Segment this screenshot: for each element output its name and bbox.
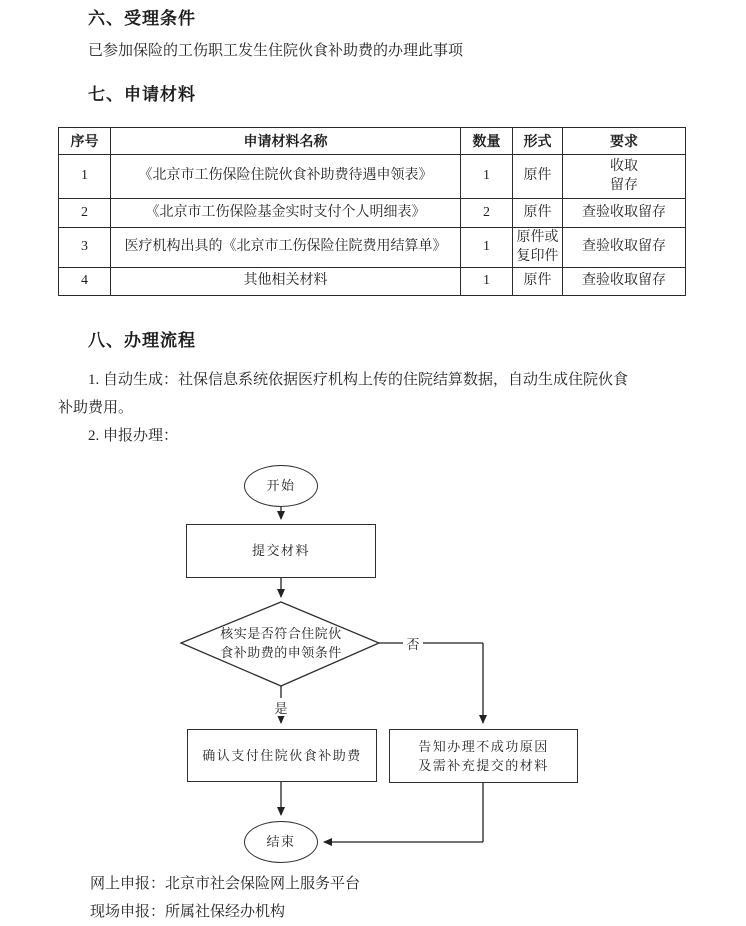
table-row bbox=[59, 199, 686, 228]
table-header-row bbox=[59, 128, 686, 155]
cell-no: 3 bbox=[59, 228, 111, 268]
section-7-heading: 七、申请材料 bbox=[88, 85, 196, 104]
req-line: 留存 bbox=[610, 177, 638, 193]
cell-name: 其他相关材料 bbox=[111, 268, 461, 296]
cell-form: 原件 bbox=[513, 155, 563, 199]
cell-no: 2 bbox=[59, 199, 111, 228]
onsite-application-line: 现场申报：所属社保经办机构 bbox=[90, 904, 286, 920]
no-branch-label: 否 bbox=[403, 634, 423, 652]
table-row bbox=[59, 268, 686, 296]
materials-table bbox=[58, 127, 686, 296]
cell-req: 查验收取留存 bbox=[563, 268, 686, 296]
cell-req: 查验收取留存 bbox=[563, 199, 686, 228]
flow-end-node: 结束 bbox=[244, 821, 318, 863]
yes-branch-label: 是 bbox=[271, 698, 291, 716]
cell-name: 《北京市工伤保险住院伙食补助费待遇申领表》 bbox=[111, 155, 461, 199]
section-8-heading: 八、办理流程 bbox=[88, 331, 196, 350]
flow-decision-label bbox=[196, 622, 366, 664]
process-step-1-line-1: 1. 自动生成：社保信息系统依据医疗机构上传的住院结算数据，自动生成住院伙食 bbox=[88, 372, 629, 388]
process-flowchart bbox=[0, 455, 746, 867]
table-row bbox=[59, 228, 686, 268]
process-step-1-line-2: 补助费用。 bbox=[58, 400, 134, 416]
flow-submit-node: 提交材料 bbox=[186, 524, 376, 578]
table-row bbox=[59, 155, 686, 199]
cell-form bbox=[513, 228, 563, 268]
cell-no: 1 bbox=[59, 155, 111, 199]
process-step-2: 2. 申报办理： bbox=[88, 428, 179, 444]
decision-line-1: 核实是否符合住院伙 bbox=[220, 625, 342, 641]
req-line: 收取 bbox=[610, 158, 638, 174]
flow-confirm-node: 确认支付住院伙食补助费 bbox=[187, 729, 377, 782]
flow-notify-node bbox=[389, 729, 578, 783]
cell-qty: 1 bbox=[461, 228, 513, 268]
form-line: 复印件 bbox=[516, 248, 559, 264]
flowchart-connectors bbox=[0, 455, 746, 867]
col-header-no: 序号 bbox=[59, 128, 111, 155]
acceptance-condition-text: 已参加保险的工伤职工发生住院伙食补助费的办理此事项 bbox=[88, 43, 464, 59]
notify-line-1: 告知办理不成功原因 bbox=[418, 738, 549, 754]
cell-req: 查验收取留存 bbox=[563, 228, 686, 268]
cell-form: 原件 bbox=[513, 199, 563, 228]
notify-line-2: 及需补充提交的材料 bbox=[418, 758, 549, 773]
cell-no: 4 bbox=[59, 268, 111, 296]
cell-form: 原件 bbox=[513, 268, 563, 296]
col-header-form: 形式 bbox=[513, 128, 563, 155]
col-header-name: 申请材料名称 bbox=[111, 128, 461, 155]
cell-req bbox=[563, 155, 686, 199]
section-6-heading: 六、受理条件 bbox=[88, 9, 196, 28]
cell-name: 《北京市工伤保险基金实时支付个人明细表》 bbox=[111, 199, 461, 228]
cell-qty: 1 bbox=[461, 268, 513, 296]
decision-line-2: 食补助费的申领条件 bbox=[220, 645, 342, 660]
form-line: 原件或 bbox=[516, 229, 559, 245]
col-header-qty: 数量 bbox=[461, 128, 513, 155]
flow-start-node: 开始 bbox=[244, 465, 318, 507]
cell-qty: 1 bbox=[461, 155, 513, 199]
cell-qty: 2 bbox=[461, 199, 513, 228]
col-header-req: 要求 bbox=[563, 128, 686, 155]
cell-name: 医疗机构出具的《北京市工伤保险住院费用结算单》 bbox=[111, 228, 461, 268]
online-application-line: 网上申报：北京市社会保险网上服务平台 bbox=[90, 876, 361, 892]
